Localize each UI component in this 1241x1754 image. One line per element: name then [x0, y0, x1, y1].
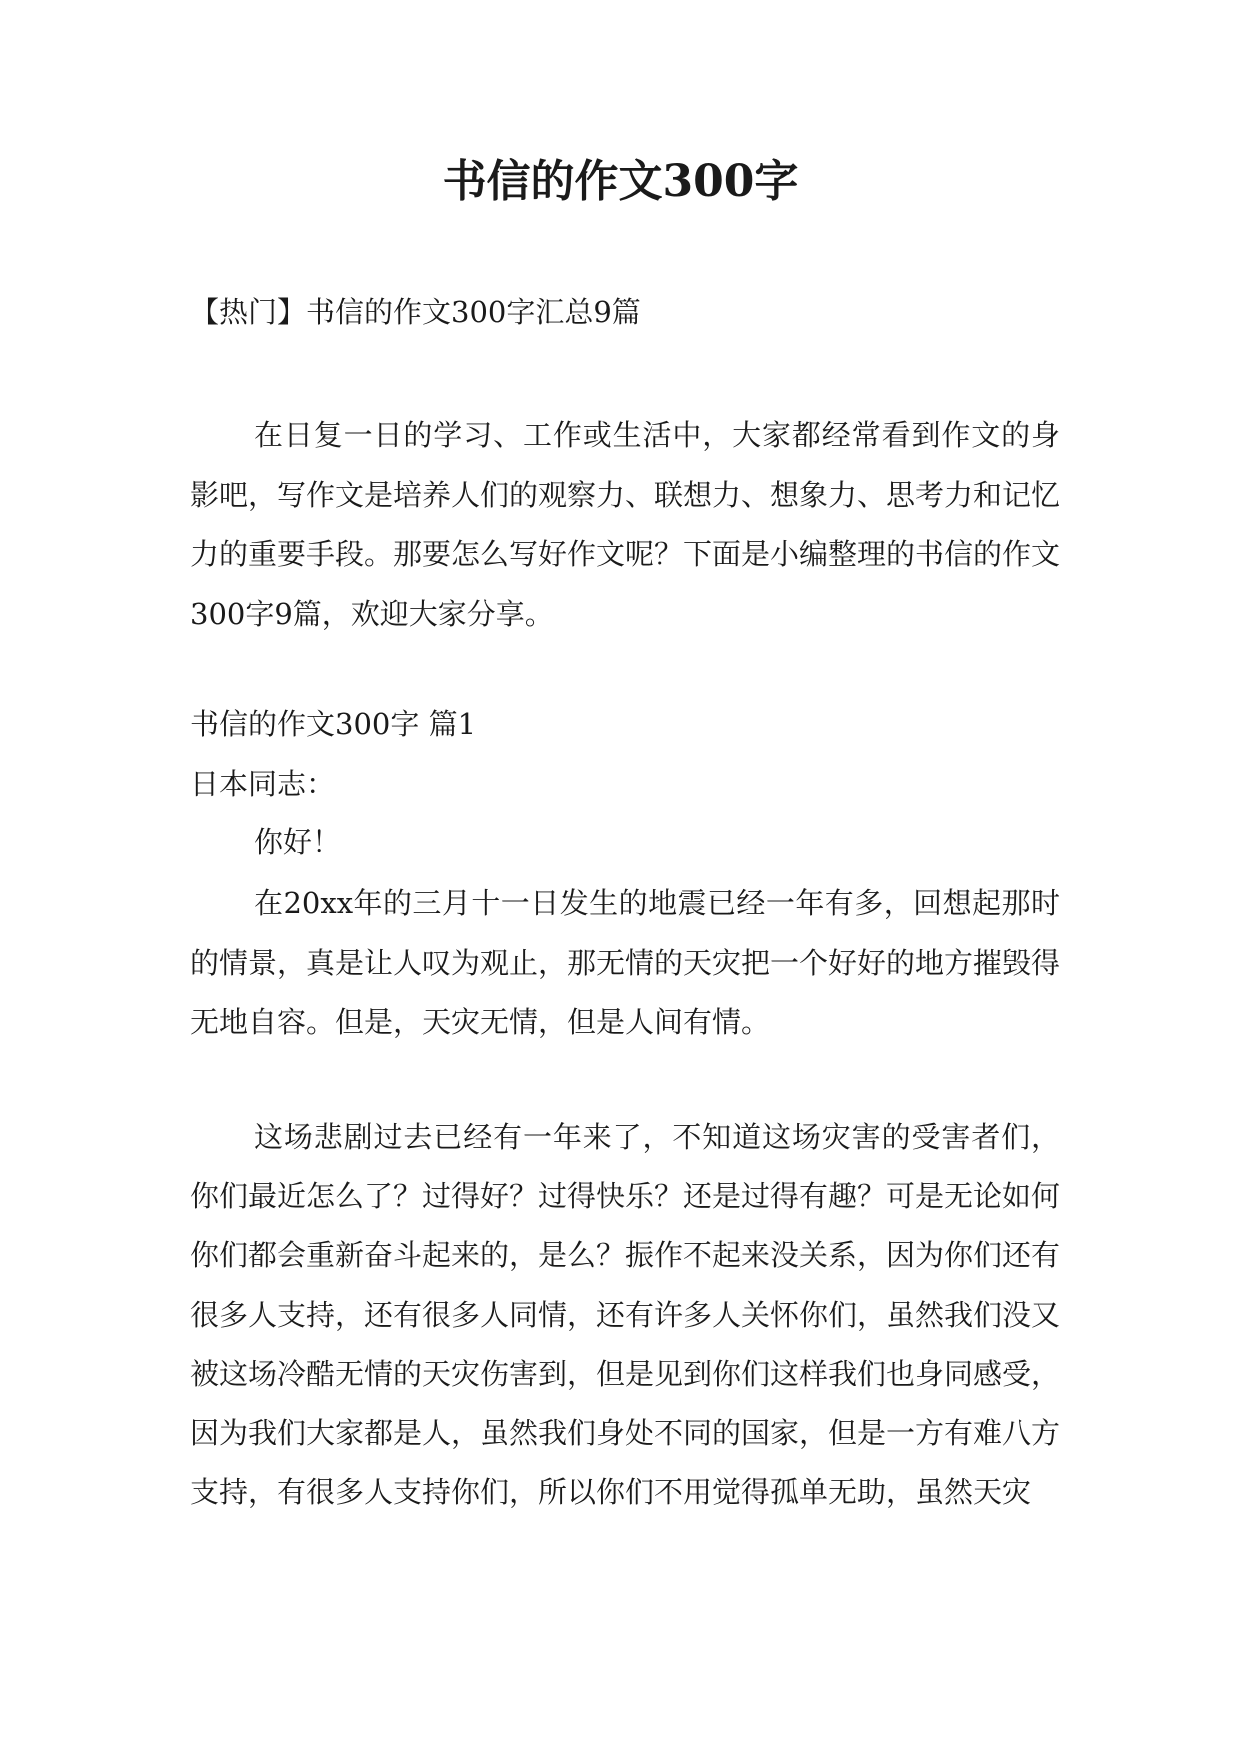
letter-greeting: 你好！ [254, 825, 342, 859]
document-subtitle: 【热门】书信的作文300字汇总9篇 [190, 295, 641, 329]
section-heading: 书信的作文300字 篇1 [190, 707, 477, 741]
letter-salutation: 日本同志： [190, 767, 336, 801]
document-title: 书信的作文300字 [442, 156, 799, 207]
letter-paragraph-2: 这场悲剧过去已经有一年来了，不知道这场灾害的受害者们，你们最近怎么了？过得好？过得快乐？还是过得有趣？可是无论如何你们都会重新奋斗起来的，是么？振作不起来没关系，因为你们还有很多人支持，还有很多人同情，还有许多人关怀你们，虽然我们没又被这场冷酷无情的天灾伤害到，但是见到你们这样我们也身同感受，因为我们大家都是人，虽然我们身处不同的国家，但是一方有难八方支持，有很多人支持你们，所以你们不用觉得孤单无助，虽然天灾 [190, 1120, 1061, 1510]
letter-paragraph-1: 在20xx年的三月十一日发生的地震已经一年有多，回想起那时的情景，真是让人叹为观止，那无情的天灾把一个好好的地方摧毁得无地自容。但是，天灾无情，但是人间有情。 [190, 886, 1061, 1040]
intro-paragraph: 在日复一日的学习、工作或生活中，大家都经常看到作文的身影吧，写作文是培养人们的观察力、联想力、想象力、思考力和记忆力的重要手段。那要怎么写好作文呢？下面是小编整理的书信的作文300字9篇，欢迎大家分享。 [190, 418, 1061, 631]
